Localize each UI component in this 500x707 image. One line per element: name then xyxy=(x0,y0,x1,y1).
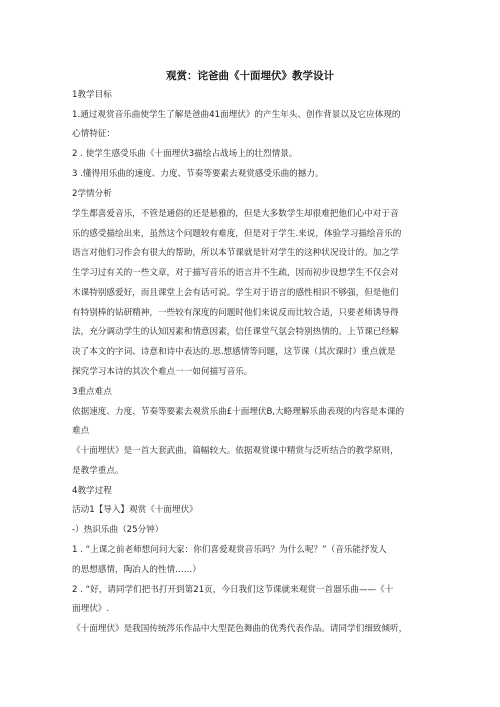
text-line: 3 .懂得用乐曲的速度、力度、节奏等要素去观赏感受乐曲的撼力。 xyxy=(72,169,324,179)
text-line: 2 . “好，请同学们把书打开到第21页，今日我们这节课就来观赏一首器乐曲——《十 xyxy=(72,585,394,595)
text-line: 的思想感情，陶冶人的性情……） xyxy=(72,565,201,575)
text-line: 乐的感受描绘出来，虽然这个问题较有难度，但是对于学生.来说，体验学习描绘音乐的 xyxy=(72,229,402,239)
document-title: 观赏：诧爸曲《十面埋伏》教学设计 xyxy=(166,70,334,82)
text-line: 《十面埋伏》是我国传统涔乐作品中大型琵色舞曲的优秀代表作品。请同学们细致倾听， xyxy=(72,624,408,634)
text-line: 探究学习本诗的其次个难点一一如何描写音乐。 xyxy=(72,367,253,377)
text-line: 难点 xyxy=(72,426,90,436)
text-line: 是教学重点。 xyxy=(72,466,124,476)
text-line: 1教学目标 xyxy=(72,90,112,100)
text-line: 活动1【导入】观赏《十面埋伏》 xyxy=(72,505,198,515)
text-line: -）热识乐曲（25分钟） xyxy=(72,525,164,535)
text-line: 有特别棒的钻研精神，一些较有深度的问题时他们来说反而比较合适，只要老师诱导得 xyxy=(72,308,399,318)
text-line: 依据速度、力度、节奏等要素去观赏乐曲£十面埋伏B,大略理解乐曲表现的内容是本课的 xyxy=(72,407,405,417)
text-line: 1 . “上课之前老师想问问大家：你们喜爱观赏音乐吗？为什么呢？”（音乐能抒发人 xyxy=(72,545,387,555)
text-line: 1.通过观赏音乐曲使学生了解是爸曲41面埋伏》的产生年头、创作背景以及它应体现的 xyxy=(72,110,401,120)
text-line: 《十面埋伏》是一首大套武曲，篇幅较大。依据观赏课中精赏与泛听结合的教学原则， xyxy=(72,446,399,456)
text-line: 面埋伏》. xyxy=(72,604,110,614)
text-line: 木课特别感爱好，而且课堂上会有话可说。学生对于语言的感性相识不够强，但是他们 xyxy=(72,288,399,298)
text-line: 心情特征： xyxy=(72,129,115,139)
text-line: 生学习过有关的一些文章，对于描写音乐的语言并不生疏，因而初步设想学生不仅会对 xyxy=(72,268,399,278)
text-line: 法，充分调动学生的认知因素和情意因素，信任课堂气氛会特别热情的。上节课已经解 xyxy=(72,327,399,337)
text-line: 4教学过程 xyxy=(72,486,112,496)
text-line: 3重点难点 xyxy=(72,387,112,397)
text-line: 语言对他们习作会有很大的帮助，所以本节课就是针对学生的这种状况设计的。加之学 xyxy=(72,248,399,258)
text-line: 学生都喜爱音乐，不管是通俗的还是悬雅的，但是大多数学生却很难把他们心中对于音 xyxy=(72,209,399,219)
text-line: 决了本文的字词、诗意和诗中表达的.思.想感情等问题，这节课（其次课时）重点就是 xyxy=(72,347,396,357)
text-line: 2 . 使学生感受乐曲《十面埋伏3描绘占战场上的壮烈情景。 xyxy=(72,149,298,159)
text-line: 2学情分析 xyxy=(72,189,112,199)
